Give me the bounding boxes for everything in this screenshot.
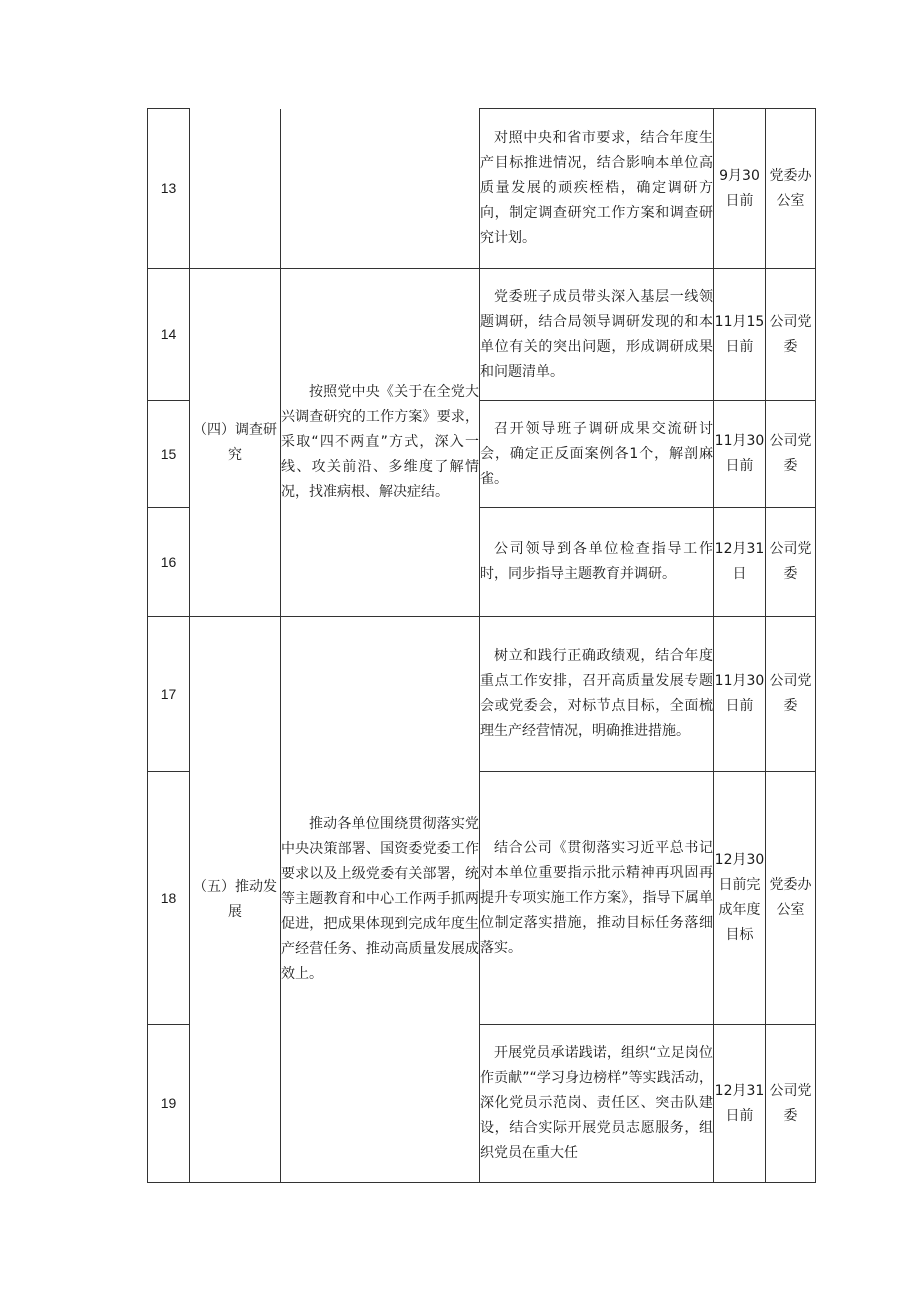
task-cell: 开展党员承诺践诺，组织“立足岗位作贡献”“学习身边榜样”等实践活动，深化党员示范岗、责任区、突击队建设，结合实际开展党员志愿服务，组织党员在重大任	[480, 1025, 714, 1183]
deadline-cell: 11月15日前	[714, 269, 766, 401]
work-plan-table	[147, 108, 816, 1183]
deadline-cell: 12月31日前	[714, 1025, 766, 1183]
deadline-cell: 12月31日	[714, 508, 766, 617]
row-number: 18	[148, 772, 190, 1025]
owner-cell: 公司党委	[766, 1025, 816, 1183]
row-number: 16	[148, 508, 190, 617]
row-number: 13	[148, 109, 190, 269]
owner-cell: 公司党委	[766, 401, 816, 508]
owner-cell: 公司党委	[766, 508, 816, 617]
row-number: 14	[148, 269, 190, 401]
category-cell-empty	[190, 109, 281, 269]
task-cell: 对照中央和省市要求，结合年度生产目标推进情况，结合影响本单位高质量发展的顽疾桎梏，确定调研方向，制定调查研究工作方案和调查研究计划。	[480, 109, 714, 269]
requirement-cell-empty	[281, 109, 480, 269]
deadline-cell: 9月30日前	[714, 109, 766, 269]
deadline-cell: 11月30日前	[714, 617, 766, 772]
requirement-cell: 推动各单位围绕贯彻落实党中央决策部署、国资委党委工作要求以及上级党委有关部署，统等主题教育和中心工作两手抓两促进，把成果体现到完成年度生产经营任务、推动高质量发展成效上。	[281, 617, 480, 1183]
task-cell: 结合公司《贯彻落实习近平总书记对本单位重要指示批示精神再巩固再提升专项实施工作方案》，指导下属单位制定落实措施，推动目标任务落细落实。	[480, 772, 714, 1025]
deadline-cell: 12月30日前完成年度目标	[714, 772, 766, 1025]
table-row	[148, 269, 816, 401]
row-number: 15	[148, 401, 190, 508]
owner-cell: 党委办公室	[766, 109, 816, 269]
owner-cell: 公司党委	[766, 269, 816, 401]
requirement-cell: 按照党中央《关于在全党大兴调查研究的工作方案》要求，采取“四不两直”方式，深入一线、攻关前沿、多维度了解情况，找准病根、解决症结。	[281, 269, 480, 617]
row-number: 19	[148, 1025, 190, 1183]
deadline-cell: 11月30日前	[714, 401, 766, 508]
category-cell: （四）调查研究	[190, 269, 281, 617]
task-cell: 树立和践行正确政绩观，结合年度重点工作安排，召开高质量发展专题会或党委会，对标节点目标，全面梳理生产经营情况，明确推进措施。	[480, 617, 714, 772]
category-cell: （五）推动发展	[190, 617, 281, 1183]
owner-cell: 党委办公室	[766, 772, 816, 1025]
task-cell: 召开领导班子调研成果交流研讨会，确定正反面案例各1个，解剖麻雀。	[480, 401, 714, 508]
row-number: 17	[148, 617, 190, 772]
task-cell: 公司领导到各单位检查指导工作时，同步指导主题教育并调研。	[480, 508, 714, 617]
owner-cell: 公司党委	[766, 617, 816, 772]
table-row	[148, 109, 816, 269]
task-cell: 党委班子成员带头深入基层一线领题调研，结合局领导调研发现的和本单位有关的突出问题，形成调研成果和问题清单。	[480, 269, 714, 401]
table-row	[148, 617, 816, 772]
